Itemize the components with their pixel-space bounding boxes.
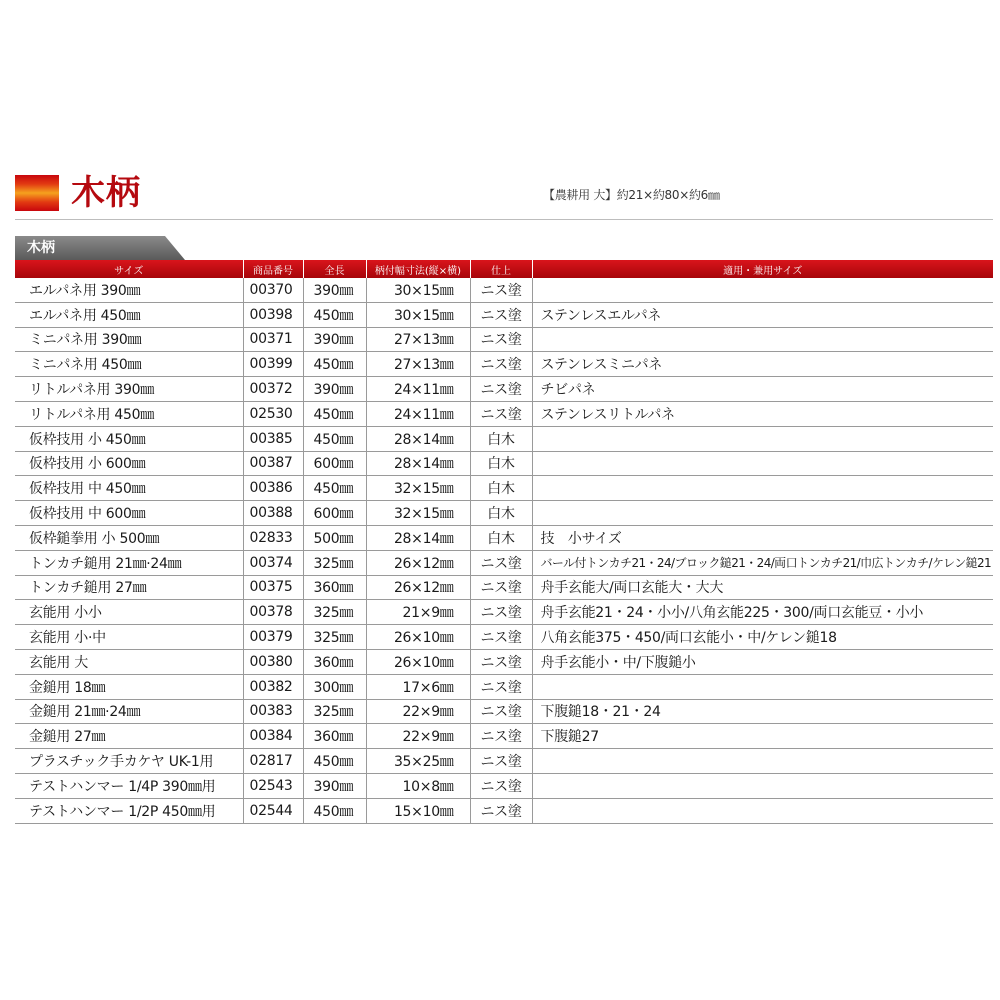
cell-code: 00399 [243, 352, 303, 377]
cell-finish: ニス塗 [470, 724, 532, 749]
cell-size: テストハンマー 1/4P 390㎜用 [15, 773, 243, 798]
cell-length: 325㎜ [303, 550, 366, 575]
cell-dimensions: 24×11㎜ [366, 401, 470, 426]
cell-size: リトルパネ用 450㎜ [15, 401, 243, 426]
cell-dimensions: 27×13㎜ [366, 327, 470, 352]
cell-code: 00387 [243, 451, 303, 476]
cell-dimensions: 22×9㎜ [366, 699, 470, 724]
cell-size: リトルパネ用 390㎜ [15, 377, 243, 402]
cell-finish: 白木 [470, 476, 532, 501]
cell-code: 00379 [243, 625, 303, 650]
cell-length: 390㎜ [303, 377, 366, 402]
cell-compat: 下腹鎚18・21・24 [532, 699, 993, 724]
header-code: 商品番号 [243, 260, 303, 278]
cell-finish: ニス塗 [470, 749, 532, 774]
table-row [15, 302, 993, 327]
cell-dimensions: 28×14㎜ [366, 426, 470, 451]
page-title: 木柄 [71, 173, 141, 213]
cell-size: 金鎚用 21㎜·24㎜ [15, 699, 243, 724]
table-row [15, 377, 993, 402]
cell-length: 450㎜ [303, 401, 366, 426]
cell-length: 390㎜ [303, 327, 366, 352]
cell-length: 500㎜ [303, 525, 366, 550]
cell-dimensions: 35×25㎜ [366, 749, 470, 774]
table-row [15, 550, 993, 575]
cell-finish: ニス塗 [470, 674, 532, 699]
cell-finish: ニス塗 [470, 302, 532, 327]
cell-dimensions: 28×14㎜ [366, 525, 470, 550]
cell-dimensions: 28×14㎜ [366, 451, 470, 476]
cell-code: 00398 [243, 302, 303, 327]
table-row [15, 699, 993, 724]
cell-compat [532, 327, 993, 352]
cell-code: 00385 [243, 426, 303, 451]
cell-length: 390㎜ [303, 773, 366, 798]
cell-length: 600㎜ [303, 501, 366, 526]
cell-code: 00375 [243, 575, 303, 600]
cell-finish: 白木 [470, 525, 532, 550]
cell-size: 仮枠技用 中 600㎜ [15, 501, 243, 526]
cell-code: 00374 [243, 550, 303, 575]
header-size: サイズ [15, 260, 243, 278]
cell-size: 仮枠技用 小 600㎜ [15, 451, 243, 476]
table-row [15, 426, 993, 451]
cell-dimensions: 21×9㎜ [366, 600, 470, 625]
cell-compat [532, 501, 993, 526]
cell-compat: 下腹鎚27 [532, 724, 993, 749]
cell-dimensions: 30×15㎜ [366, 302, 470, 327]
cell-length: 360㎜ [303, 724, 366, 749]
spec-table [15, 260, 993, 824]
cell-size: エルパネ用 390㎜ [15, 278, 243, 302]
cell-size: トンカチ鎚用 21㎜·24㎜ [15, 550, 243, 575]
cell-code: 00371 [243, 327, 303, 352]
cell-compat [532, 749, 993, 774]
cell-finish: ニス塗 [470, 798, 532, 823]
cell-length: 450㎜ [303, 798, 366, 823]
cell-size: 金鎚用 27㎜ [15, 724, 243, 749]
cell-size: 金鎚用 18㎜ [15, 674, 243, 699]
table-row [15, 749, 993, 774]
table-header-row [15, 260, 993, 278]
cell-compat: 技 小サイズ [532, 525, 993, 550]
table-row [15, 476, 993, 501]
table-row [15, 352, 993, 377]
cell-code: 00388 [243, 501, 303, 526]
table-row [15, 600, 993, 625]
cell-dimensions: 24×11㎜ [366, 377, 470, 402]
cell-dimensions: 15×10㎜ [366, 798, 470, 823]
table-row [15, 401, 993, 426]
cell-dimensions: 26×10㎜ [366, 625, 470, 650]
cell-compat [532, 476, 993, 501]
cell-finish: ニス塗 [470, 773, 532, 798]
table-row [15, 575, 993, 600]
cell-size: 玄能用 小小 [15, 600, 243, 625]
header-dimensions: 柄付幅寸法(縦×横) [366, 260, 470, 278]
cell-code: 00372 [243, 377, 303, 402]
cell-compat [532, 451, 993, 476]
cell-compat: 舟手玄能大/両口玄能大・大大 [532, 575, 993, 600]
cell-code: 02833 [243, 525, 303, 550]
cell-dimensions: 27×13㎜ [366, 352, 470, 377]
cell-finish: ニス塗 [470, 401, 532, 426]
cell-size: 仮枠鎚拳用 小 500㎜ [15, 525, 243, 550]
cell-code: 00370 [243, 278, 303, 302]
cell-finish: 白木 [470, 451, 532, 476]
cell-code: 00384 [243, 724, 303, 749]
cell-compat [532, 798, 993, 823]
cell-compat: ステンレスミニパネ [532, 352, 993, 377]
cell-compat: ステンレスエルパネ [532, 302, 993, 327]
table-row [15, 525, 993, 550]
cell-length: 450㎜ [303, 749, 366, 774]
cell-size: ミニパネ用 390㎜ [15, 327, 243, 352]
title-divider [15, 219, 993, 220]
cell-dimensions: 26×12㎜ [366, 550, 470, 575]
table-row [15, 451, 993, 476]
cell-finish: 白木 [470, 501, 532, 526]
cell-code: 00382 [243, 674, 303, 699]
cell-compat: ステンレスリトルパネ [532, 401, 993, 426]
cell-code: 00386 [243, 476, 303, 501]
header-compat: 適用・兼用サイズ [532, 260, 993, 278]
cell-size: エルパネ用 450㎜ [15, 302, 243, 327]
cell-dimensions: 26×10㎜ [366, 649, 470, 674]
section-tab-label: 木柄 [27, 240, 55, 256]
cell-finish: ニス塗 [470, 278, 532, 302]
cell-dimensions: 22×9㎜ [366, 724, 470, 749]
table-row [15, 798, 993, 823]
cell-compat: バール付トンカチ21・24/ブロック鎚21・24/両口トンカチ21/巾広トンカチ/ケレン鎚21 [532, 550, 993, 575]
cell-compat: 舟手玄能小・中/下腹鎚小 [532, 649, 993, 674]
cell-code: 02530 [243, 401, 303, 426]
cell-finish: ニス塗 [470, 649, 532, 674]
cell-code: 02543 [243, 773, 303, 798]
cell-compat [532, 674, 993, 699]
cell-size: 仮枠技用 中 450㎜ [15, 476, 243, 501]
cell-length: 450㎜ [303, 426, 366, 451]
cell-code: 02817 [243, 749, 303, 774]
cell-compat [532, 426, 993, 451]
cell-size: 玄能用 大 [15, 649, 243, 674]
cell-finish: ニス塗 [470, 625, 532, 650]
table-row [15, 278, 993, 302]
cell-length: 390㎜ [303, 278, 366, 302]
cell-length: 300㎜ [303, 674, 366, 699]
cell-length: 450㎜ [303, 302, 366, 327]
cell-code: 00383 [243, 699, 303, 724]
cell-finish: ニス塗 [470, 600, 532, 625]
cell-length: 450㎜ [303, 476, 366, 501]
title-accent-bar [15, 175, 59, 211]
cell-code: 02544 [243, 798, 303, 823]
cell-length: 325㎜ [303, 600, 366, 625]
cell-finish: 白木 [470, 426, 532, 451]
table-row [15, 501, 993, 526]
cell-dimensions: 30×15㎜ [366, 278, 470, 302]
cell-size: プラスチック手カケヤ UK-1用 [15, 749, 243, 774]
cell-size: テストハンマー 1/2P 450㎜用 [15, 798, 243, 823]
cell-dimensions: 32×15㎜ [366, 501, 470, 526]
table-row [15, 625, 993, 650]
cell-dimensions: 32×15㎜ [366, 476, 470, 501]
cell-compat [532, 278, 993, 302]
cell-compat: 八角玄能375・450/両口玄能小・中/ケレン鎚18 [532, 625, 993, 650]
cell-size: ミニパネ用 450㎜ [15, 352, 243, 377]
table-row [15, 724, 993, 749]
cell-code: 00378 [243, 600, 303, 625]
cell-finish: ニス塗 [470, 699, 532, 724]
cell-length: 450㎜ [303, 352, 366, 377]
spec-note: 【農耕用 大】約21×約80×約6㎜ [543, 188, 720, 202]
cell-dimensions: 10×8㎜ [366, 773, 470, 798]
cell-size: 玄能用 小·中 [15, 625, 243, 650]
cell-length: 600㎜ [303, 451, 366, 476]
cell-size: 仮枠技用 小 450㎜ [15, 426, 243, 451]
cell-code: 00380 [243, 649, 303, 674]
header-length: 全長 [303, 260, 366, 278]
cell-length: 325㎜ [303, 699, 366, 724]
cell-finish: ニス塗 [470, 352, 532, 377]
table-row [15, 674, 993, 699]
cell-compat: 舟手玄能21・24・小小/八角玄能225・300/両口玄能豆・小小 [532, 600, 993, 625]
table-row [15, 773, 993, 798]
cell-finish: ニス塗 [470, 575, 532, 600]
header-finish: 仕上 [470, 260, 532, 278]
cell-finish: ニス塗 [470, 327, 532, 352]
cell-dimensions: 26×12㎜ [366, 575, 470, 600]
cell-length: 325㎜ [303, 625, 366, 650]
table-row [15, 649, 993, 674]
cell-length: 360㎜ [303, 649, 366, 674]
table-row [15, 327, 993, 352]
cell-dimensions: 17×6㎜ [366, 674, 470, 699]
cell-finish: ニス塗 [470, 377, 532, 402]
cell-compat [532, 773, 993, 798]
cell-length: 360㎜ [303, 575, 366, 600]
cell-compat: チビパネ [532, 377, 993, 402]
cell-size: トンカチ鎚用 27㎜ [15, 575, 243, 600]
cell-finish: ニス塗 [470, 550, 532, 575]
